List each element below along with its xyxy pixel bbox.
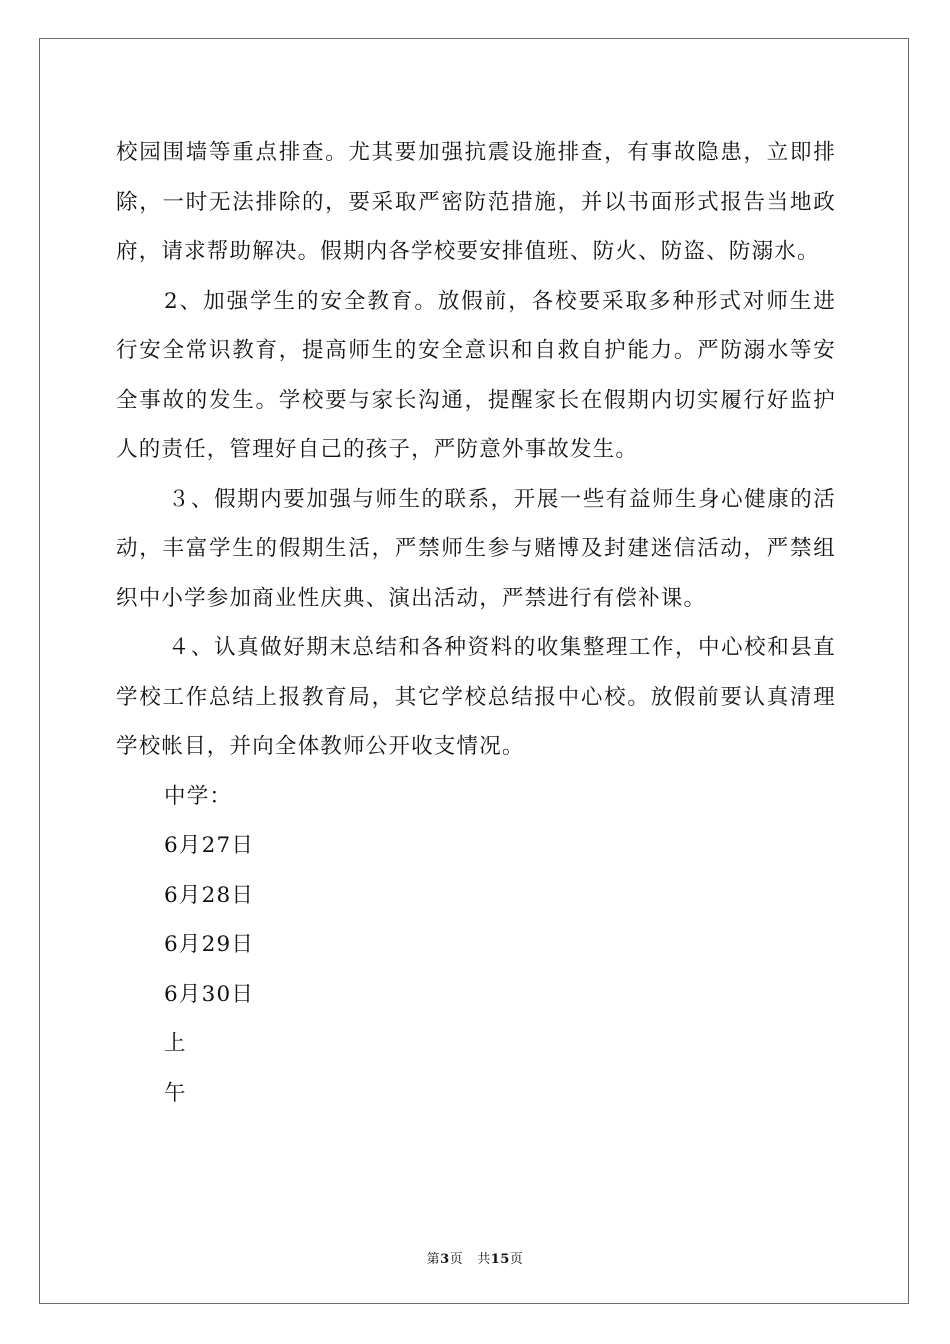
time-line-1: 上 (164, 1031, 187, 1056)
date-line-1: 6月27日 (164, 833, 255, 858)
page-number: 3 (440, 1252, 450, 1267)
time-line-2: 午 (164, 1080, 187, 1106)
paragraph-3: ３、假期内要加强与师生的联系，开展一些有益师生身心健康的活动，丰富学生的假期生活，严禁师生参与赌博及封建迷信活动，严禁组织中小学参加商业性庆典、演出活动，严禁进行有偿补课。 (116, 486, 836, 611)
page-prefix: 第 (426, 1252, 441, 1267)
date-line-3: 6月29日 (164, 932, 255, 957)
total-prefix: 共 (477, 1252, 491, 1267)
date-line-2: 6月28日 (164, 882, 255, 908)
document-body (116, 128, 836, 1118)
total-suffix: 页 (509, 1252, 524, 1267)
paragraph-1: 校园围墙等重点排查。尤其要加强抗震设施排查，有事故隐患，立即排除，一时无法排除的，要采取严密防范措施，并以书面形式报告当地政府，请求帮助解决。假期内各学校要安排值班、防火、防盗、防溺水。 (116, 140, 836, 264)
page-footer (0, 1248, 950, 1267)
section-label: 中学： (164, 783, 233, 809)
paragraph-4: ４、认真做好期末总结和各种资料的收集整理工作，中心校和县直学校工作总结上报教育局，其它学校总结报中心校。放假前要认真清理学校帐目，并向全体教师公开收支情况。 (116, 635, 836, 759)
paragraph-2: 2、加强学生的安全教育。放假前，各校要采取多种形式对师生进行安全常识教育，提高师生的安全意识和自救自护能力。严防溺水等安全事故的发生。学校要与家长沟通，提醒家长在假期内切实履行好监护人的责任，管理好自己的孩子，严防意外事故发生。 (116, 288, 836, 462)
total-pages: 15 (490, 1252, 510, 1267)
page-suffix: 页 (449, 1252, 464, 1267)
date-line-4: 6月30日 (164, 981, 255, 1007)
